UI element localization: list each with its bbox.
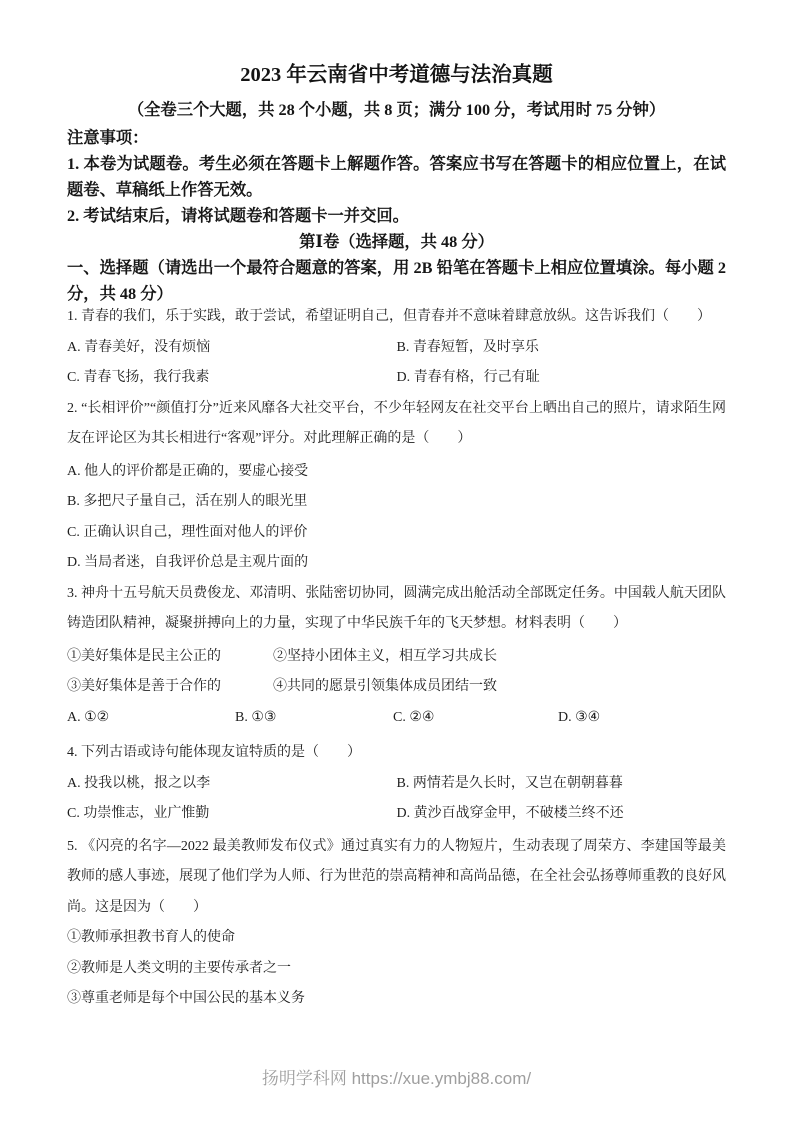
watermark [0, 1066, 793, 1092]
notice-section [67, 125, 726, 229]
option: B. 两情若是久长时，又岂在朝朝暮暮 [396, 775, 623, 791]
option: B. 多把尺子量自己，活在别人的眼光里 [67, 494, 308, 509]
question-4-options [67, 769, 726, 830]
statement: ③尊重老师是每个中国公民的基本义务 [67, 991, 305, 1006]
statement: ①教师承担教书育人的使命 [67, 930, 235, 945]
question-2-options [67, 457, 726, 579]
question-3-options [67, 703, 726, 734]
notice-item-2: 2. 考试结束后，请将试题卷和答题卡一并交回。 [67, 206, 409, 225]
option: B. 青春短暂，及时享乐 [396, 339, 539, 355]
option: A. 投我以桃，报之以李 [67, 775, 211, 791]
statement: ②教师是人类文明的主要传承者之一 [67, 960, 291, 976]
option: D. ③④ [558, 709, 601, 725]
notice-heading: 注意事项： [67, 128, 149, 147]
exam-meta: （全卷三个大题，共 28 个小题，共 8 页；满分 100 分，考试用时 75 分钟） [127, 100, 666, 119]
question-2 [67, 394, 726, 579]
option: A. ①② [67, 709, 110, 725]
section-heading: 第Ⅰ卷（选择题，共 48 分） [299, 232, 494, 251]
statement: ④共同的愿景引领集体成员团结一致 [273, 679, 497, 694]
statement: ①美好集体是民主公正的 [67, 648, 221, 664]
question-5-statements [67, 923, 726, 1015]
question-5 [67, 832, 726, 1015]
option: C. 正确认识自己，理性面对他人的评价 [67, 524, 308, 540]
option: A. 他人的评价都是正确的，要虚心接受 [67, 463, 309, 479]
option: C. 青春飞扬，我行我素 [67, 370, 210, 385]
question-4-stem: 4. 下列古语或诗句能体现友谊特质的是（ ） [67, 745, 361, 760]
option: D. 当局者迷，自我评价总是主观片面的 [67, 555, 309, 570]
question-1 [67, 302, 726, 394]
question-1-stem: 1. 青春的我们，乐于实践，敢于尝试，希望证明自己，但青春并不意味着肆意放纵。这告诉我们（ ） [67, 309, 711, 324]
question-3-stem: 3. 神舟十五号航天员费俊龙、邓清明、张陆密切协同，圆满完成出舱活动全部既定任务。中国载人航天团队铸造团队精神，凝聚拼搏向上的力量，实现了中华民族千年的飞天梦想。材料表明（ ） [67, 585, 726, 631]
option: C. 功崇惟志，业广惟勤 [67, 806, 210, 821]
section-instruction: 一、选择题（请选出一个最符合题意的答案，用 2B 铅笔在答题卡上相应位置填涂。每小题 2 分，共 48 分） [67, 258, 726, 303]
question-3-statements [67, 642, 726, 703]
option: C. ②④ [393, 709, 435, 725]
statement: ③美好集体是善于合作的 [67, 679, 221, 694]
question-4 [67, 738, 726, 830]
option: A. 青春美好，没有烦恼 [67, 339, 211, 355]
question-3 [67, 579, 726, 734]
question-1-options [67, 333, 726, 394]
question-list [67, 302, 726, 1015]
question-2-stem: 2. “长相评价”“颜值打分”近来风靡各大社交平台，不少年轻网友在社交平台上晒出自己的照片，请求陌生网友在评论区为其长相进行“客观”评分。对此理解正确的是（ ） [67, 400, 726, 446]
option: B. ①③ [235, 709, 277, 725]
option: D. 黄沙百战穿金甲，不破楼兰终不还 [396, 806, 624, 821]
question-5-stem: 5. 《闪亮的名字—2022 最美教师发布仪式》通过真实有力的人物短片，生动表现了周荣方、李建国等最美教师的感人事迹，展现了他们学为人师、行为世范的崇高精神和高尚品德，在全社会弘扬尊师重教的良好风尚。这是因为（ ） [67, 838, 726, 915]
option: D. 青春有格，行己有耻 [396, 370, 540, 385]
page-title: 2023 年云南省中考道德与法治真题 [240, 64, 553, 86]
notice-item-1: 1. 本卷为试题卷。考生必须在答题卡上解题作答。答案应书写在答题卡的相应位置上，在试题卷、草稿纸上作答无效。 [67, 154, 726, 199]
watermark-link[interactable]: 扬明学科网 https://xue.ymbj88.com/ [261, 1069, 532, 1088]
statement: ②坚持小团体主义，相互学习共成长 [273, 648, 497, 664]
